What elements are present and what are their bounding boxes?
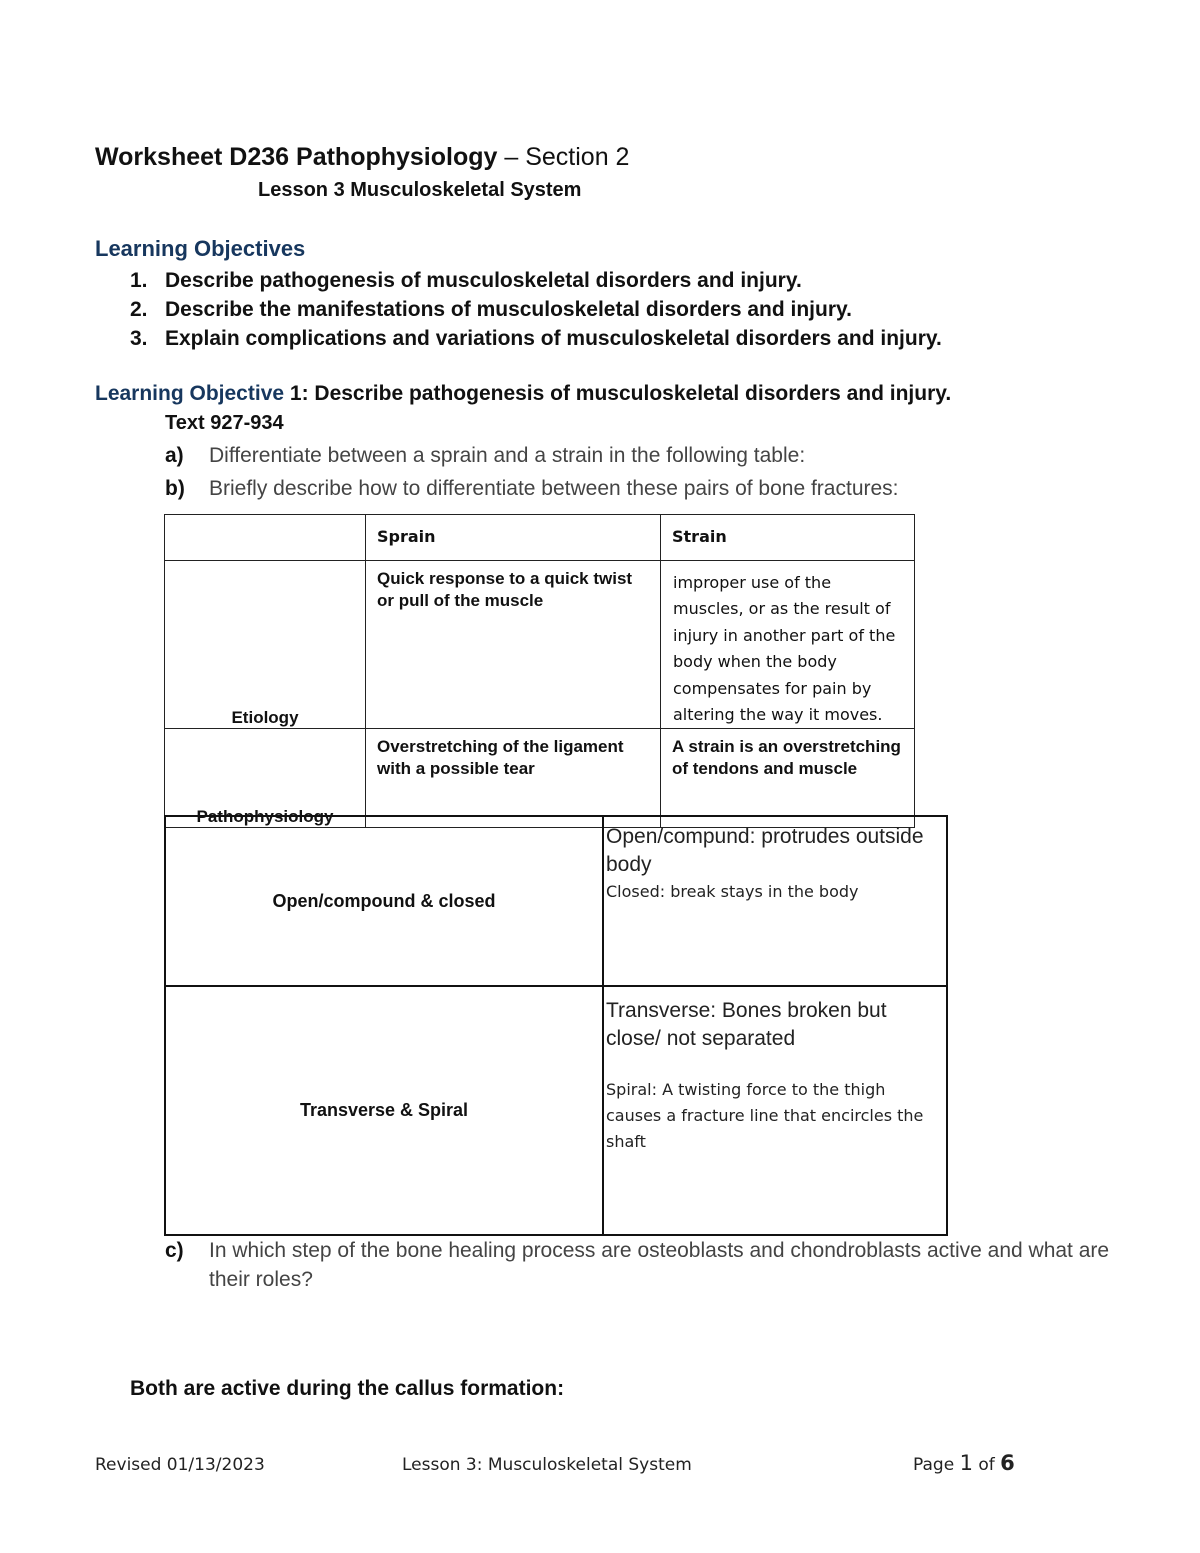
page-subtitle: Lesson 3 Musculoskeletal System <box>258 179 582 201</box>
table-cell <box>603 816 947 986</box>
question-text: Briefly describe how to differentiate between these pairs of bone fractures: <box>209 477 899 500</box>
footer-page-number <box>913 1451 1015 1475</box>
page-title <box>95 143 629 172</box>
question-text: Differentiate between a sprain and a strain in the following table: <box>209 444 806 467</box>
table-cell: A strain is an overstretching of tendons and muscle <box>661 729 915 828</box>
question-c <box>165 1236 1145 1294</box>
page-current: 1 <box>959 1451 973 1475</box>
row-label: Transverse & Spiral <box>165 986 603 1235</box>
table-row <box>165 986 947 1235</box>
footer-lesson: Lesson 3: Musculoskeletal System <box>402 1455 692 1475</box>
table-header-cell: Strain <box>661 515 915 561</box>
title-bold: Worksheet D236 Pathophysiology <box>95 143 498 171</box>
table-header-cell: Sprain <box>366 515 661 561</box>
page-prefix: Page <box>913 1455 960 1475</box>
question-b <box>165 477 899 501</box>
row-label: Pathophysiology <box>165 729 366 828</box>
table-row <box>165 729 915 828</box>
table-cell <box>603 986 947 1235</box>
title-section: – Section 2 <box>497 143 630 171</box>
list-number: 2. <box>130 298 148 321</box>
answer-small: Closed: break stays in the body <box>606 882 859 901</box>
list-text: Explain complications and variations of musculoskeletal disorders and injury. <box>165 327 942 350</box>
question-label: a) <box>165 444 184 467</box>
table-header-row <box>165 515 915 561</box>
objective1-label: Learning Objective <box>95 382 285 405</box>
table-row <box>165 561 915 729</box>
answer-large: Transverse: Bones broken but close/ not separated <box>606 999 887 1050</box>
footer-revised: Revised 01/13/2023 <box>95 1455 265 1475</box>
page-total: 6 <box>1000 1451 1015 1475</box>
page-of: of <box>972 1455 1001 1475</box>
table-row <box>165 816 947 986</box>
question-label: c) <box>165 1239 184 1262</box>
list-number: 3. <box>130 327 148 350</box>
list-item <box>130 295 942 324</box>
objective1-heading <box>95 382 951 406</box>
text-reference: Text 927-934 <box>165 412 284 434</box>
objectives-list <box>130 266 942 353</box>
answer-text: Both are active during the callus formation: <box>130 1377 565 1400</box>
question-label: b) <box>165 477 185 500</box>
sprain-strain-table <box>164 514 915 828</box>
table-cell: Overstretching of the ligament with a possible tear <box>366 729 661 828</box>
answer-large: Open/compund: protrudes outside body <box>606 825 924 876</box>
list-item <box>130 266 942 295</box>
row-label: Open/compound & closed <box>165 816 603 986</box>
row-label: Etiology <box>165 561 366 729</box>
question-text: In which step of the bone healing process are osteoblasts and chondroblasts active and what are their roles? <box>209 1239 1110 1291</box>
table-cell: improper use of the muscles, or as the result of injury in another part of the body when the body compensates for pain by altering the way it moves. <box>661 561 915 729</box>
table-header-cell <box>165 515 366 561</box>
answer-small: Spiral: A twisting force to the thigh causes a fracture line that encircles the shaft <box>606 1080 924 1151</box>
fracture-table <box>164 815 948 1236</box>
objective1-text: : Describe pathogenesis of musculoskeletal disorders and injury. <box>301 382 952 405</box>
list-item <box>130 324 942 353</box>
list-text: Describe the manifestations of musculoskeletal disorders and injury. <box>165 298 852 321</box>
question-a <box>165 444 805 468</box>
list-number: 1. <box>130 269 148 292</box>
learning-objectives-heading: Learning Objectives <box>95 236 306 261</box>
table-cell: Quick response to a quick twist or pull of the muscle <box>366 561 661 729</box>
objective1-number: 1 <box>284 382 302 405</box>
list-text: Describe pathogenesis of musculoskeletal disorders and injury. <box>165 269 802 292</box>
